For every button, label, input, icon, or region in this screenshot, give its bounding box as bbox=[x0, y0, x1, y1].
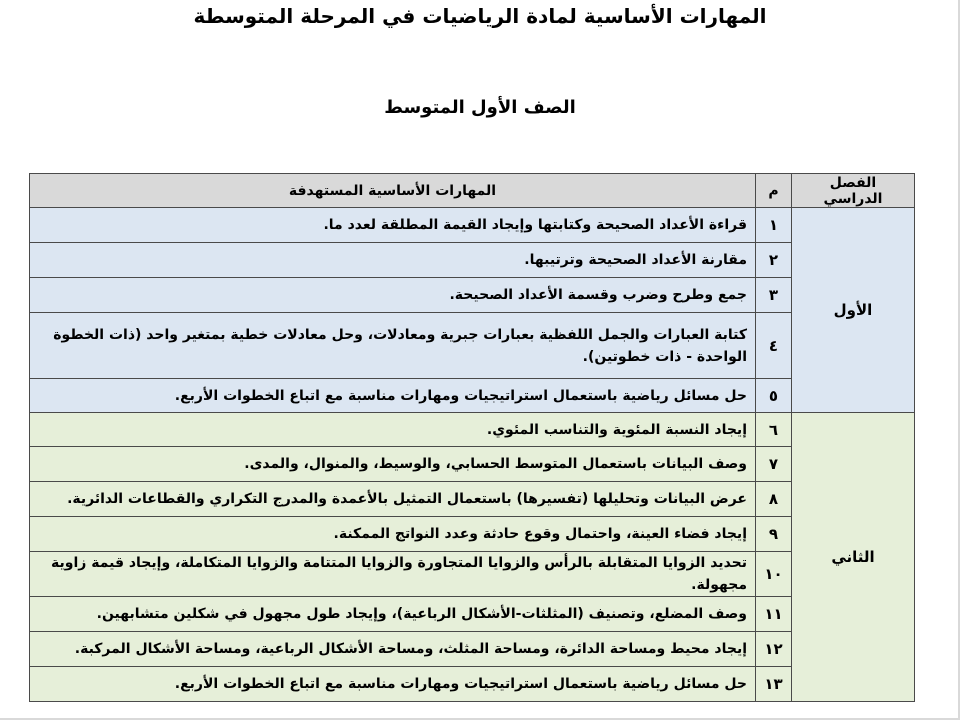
row-number: ٦ bbox=[756, 413, 792, 447]
table-row bbox=[30, 243, 915, 278]
skill-text: قراءة الأعداد الصحيحة وكتابتها وإيجاد القيمة المطلقة لعدد ما. bbox=[30, 208, 756, 243]
skill-text: عرض البيانات وتحليلها (تفسيرها) باستعمال التمثيل بالأعمدة والمدرج التكراري والقطاعات الدائرية. bbox=[30, 482, 756, 517]
table-row bbox=[30, 667, 915, 702]
semester-first-cell: الأول bbox=[792, 208, 915, 413]
table-row bbox=[30, 482, 915, 517]
header-skill: المهارات الأساسية المستهدفة bbox=[30, 174, 756, 208]
table-row bbox=[30, 278, 915, 313]
skill-text: جمع وطرح وضرب وقسمة الأعداد الصحيحة. bbox=[30, 278, 756, 313]
table-row bbox=[30, 632, 915, 667]
skill-text: إيجاد النسبة المئوية والتناسب المئوي. bbox=[30, 413, 756, 447]
semester-second-cell: الثاني bbox=[792, 413, 915, 702]
row-number: ٣ bbox=[756, 278, 792, 313]
row-number: ٩ bbox=[756, 517, 792, 552]
skill-text: وصف المضلع، وتصنيف (المثلثات-الأشكال الرباعية)، وإيجاد طول مجهول في شكلين متشابهين. bbox=[30, 597, 756, 632]
table-row bbox=[30, 208, 915, 243]
table-row bbox=[30, 313, 915, 379]
table-row bbox=[30, 447, 915, 482]
header-number: م bbox=[756, 174, 792, 208]
table-row bbox=[30, 413, 915, 447]
header-term: الفصل الدراسي bbox=[792, 174, 915, 208]
table-row bbox=[30, 597, 915, 632]
skill-text: إيجاد فضاء العينة، واحتمال وقوع حادثة وعدد النواتج الممكنة. bbox=[30, 517, 756, 552]
row-number: ١٢ bbox=[756, 632, 792, 667]
table-header-row bbox=[30, 174, 915, 208]
row-number: ٨ bbox=[756, 482, 792, 517]
skill-text: وصف البيانات باستعمال المتوسط الحسابي، والوسيط، والمنوال، والمدى. bbox=[30, 447, 756, 482]
row-number: ١٠ bbox=[756, 552, 792, 597]
skill-text: تحديد الزوايا المتقابلة بالرأس والزوايا المتجاورة والزوايا المتتامة والزوايا المتكاملة، وإيجاد قيمة زاوية مجهولة. bbox=[30, 552, 756, 597]
skill-text: كتابة العبارات والجمل اللفظية بعبارات جبرية ومعادلات، وحل معادلات خطية بمتغير واحد (ذات الخطوة الواحدة - ذات خطوتين). bbox=[30, 313, 756, 379]
skill-text: إيجاد محيط ومساحة الدائرة، ومساحة المثلث، ومساحة الأشكال الرباعية، ومساحة الأشكال المركبة. bbox=[30, 632, 756, 667]
page-title: المهارات الأساسية لمادة الرياضيات في المرحلة المتوسطة bbox=[193, 4, 767, 28]
skills-table bbox=[29, 173, 915, 702]
grade-subtitle: الصف الأول المتوسط bbox=[384, 97, 576, 118]
row-number: ٥ bbox=[756, 379, 792, 413]
row-number: ٤ bbox=[756, 313, 792, 379]
row-number: ١٣ bbox=[756, 667, 792, 702]
row-number: ١ bbox=[756, 208, 792, 243]
row-number: ١١ bbox=[756, 597, 792, 632]
table-row bbox=[30, 517, 915, 552]
table-row bbox=[30, 552, 915, 597]
row-number: ٢ bbox=[756, 243, 792, 278]
row-number: ٧ bbox=[756, 447, 792, 482]
skill-text: حل مسائل رياضية باستعمال استراتيجيات ومهارات مناسبة مع اتباع الخطوات الأربع. bbox=[30, 379, 756, 413]
table-row bbox=[30, 379, 915, 413]
skill-text: مقارنة الأعداد الصحيحة وترتيبها. bbox=[30, 243, 756, 278]
skill-text: حل مسائل رياضية باستعمال استراتيجيات ومهارات مناسبة مع اتباع الخطوات الأربع. bbox=[30, 667, 756, 702]
